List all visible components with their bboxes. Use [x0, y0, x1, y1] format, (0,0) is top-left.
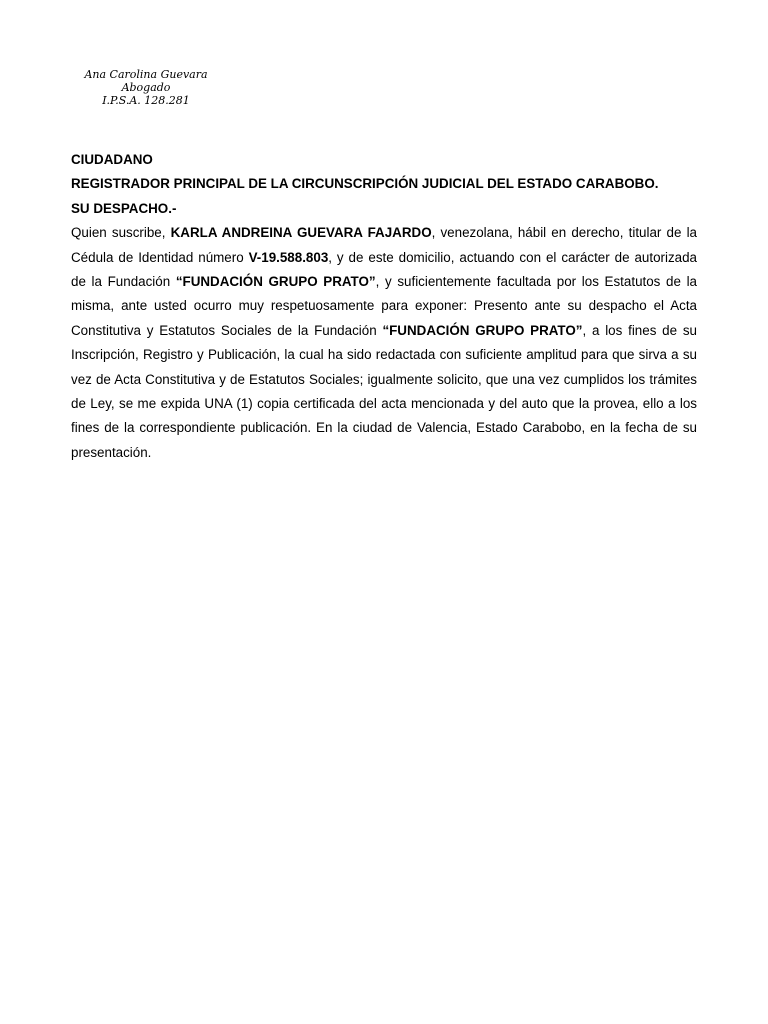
paragraph-text-3: , y de este domicilio, actuando con el carácter de autorizada de la Fundación [71, 249, 697, 290]
foundation-name-first: “FUNDACIÓN GRUPO PRATO” [175, 274, 376, 290]
applicant-name: KARLA ANDREINA GUEVARA FAJARDO [170, 225, 432, 241]
addressee-registrar: REGISTRADOR PRINCIPAL DE LA CIRCUNSCRIPCIÓN JUDICIAL DEL ESTADO CARABOBO. [71, 176, 659, 192]
paragraph-text-1: Quien suscribe, [71, 225, 171, 241]
paragraph-text-2: , venezolana, hábil en derecho, titular de la Cédula de Identidad número [71, 225, 698, 265]
id-number: V-19.588.803 [248, 249, 329, 265]
lawyer-name: Ana Carolina Guevara [84, 68, 208, 81]
lawyer-ipsa-number: I.P.S.A. 128.281 [102, 94, 190, 107]
addressee-citizen: CIUDADANO [71, 152, 153, 167]
paragraph-text-4: , y suficientemente facultada por los Estatutos de la misma, ante usted ocurro muy respetuosamente para exponer: Presento ante su despacho el Acta Constitutiva y Estatutos Sociales de la Fundación [71, 274, 698, 338]
lawyer-title: Abogado [121, 81, 171, 94]
addressee-office: SU DESPACHO.- [71, 200, 177, 216]
document-body [71, 148, 697, 465]
foundation-name-second: “FUNDACIÓN GRUPO PRATO” [382, 322, 583, 338]
request-paragraph [71, 221, 697, 465]
paragraph-text-5: , a los fines de su Inscripción, Registro y Publicación, la cual ha sido redactada con suficiente amplitud para que sirva a su vez de Acta Constitutiva y de Estatutos Sociales; igualmente solicito, que una vez cumplidos los trámites de Ley, se me expida UNA (1) copia certificada del acta mencionada y del auto que la provea, ello a los fines de la correspondiente publicación. En la ciudad de Valencia, Estado Carabobo, en la fecha de su presentación. [71, 322, 697, 460]
letterhead [76, 68, 216, 107]
